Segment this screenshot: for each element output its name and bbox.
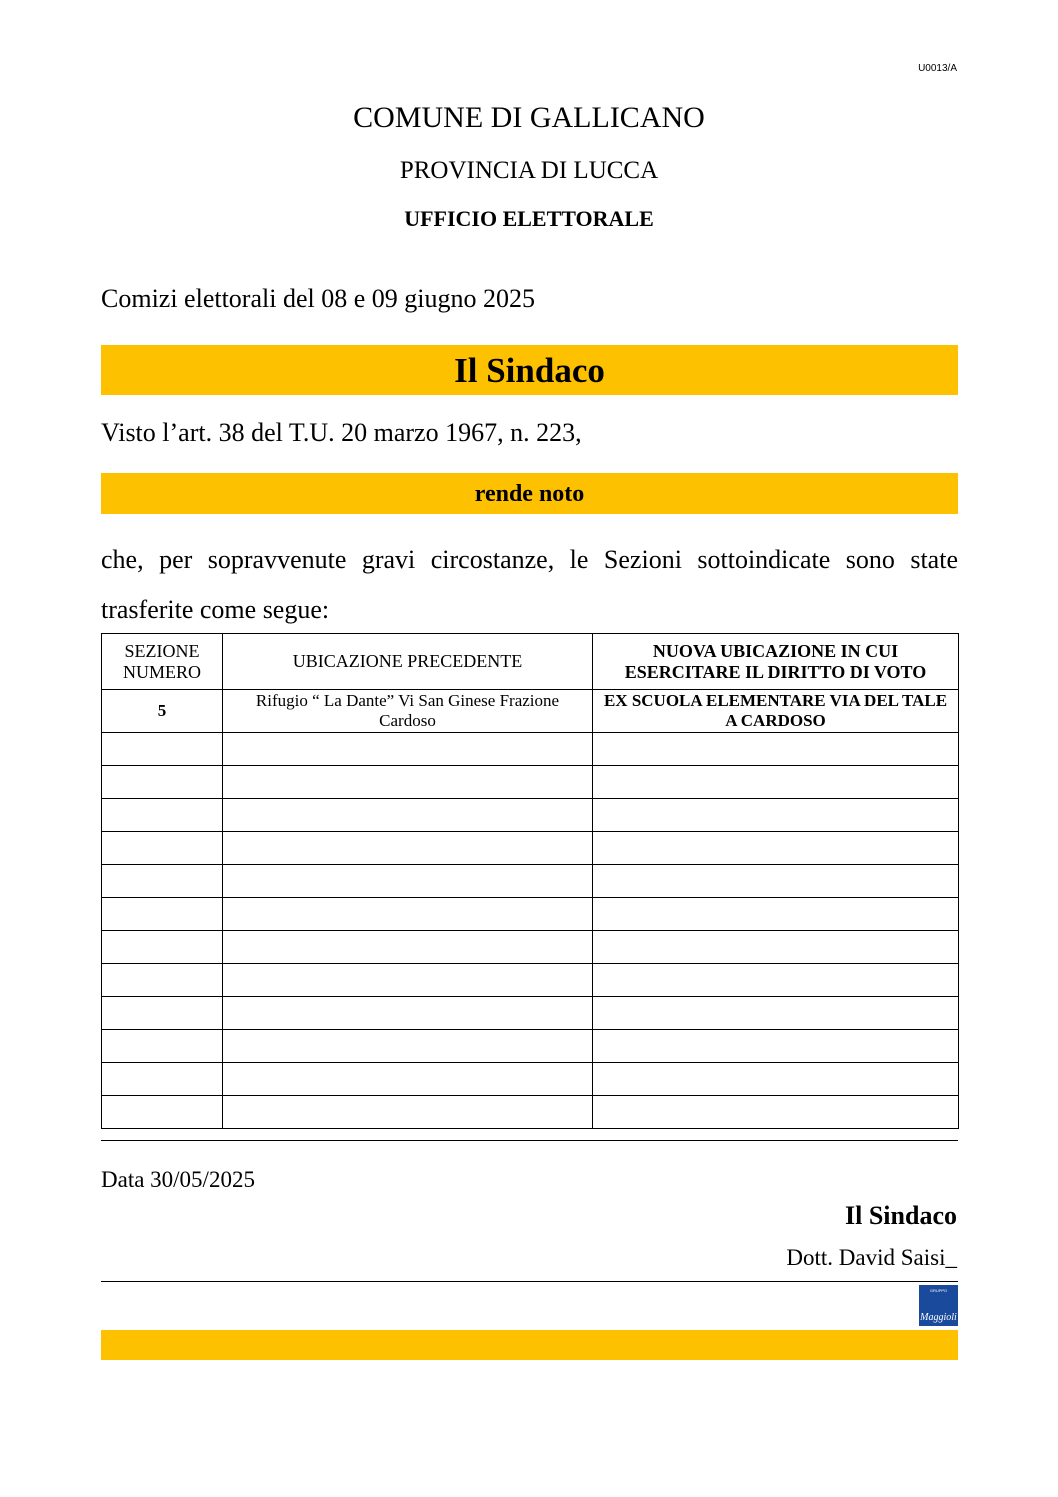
empty-cell — [223, 898, 593, 931]
mayor-title-band: Il Sindaco — [101, 345, 958, 395]
cell-precedente: Rifugio “ La Dante” Vi San Ginese Frazione Cardoso — [223, 690, 593, 733]
legal-reference: Visto l’art. 38 del T.U. 20 marzo 1967, n. 223, — [101, 418, 582, 447]
maggioli-logo — [919, 1285, 958, 1326]
election-dates: Comizi elettorali del 08 e 09 giugno 2025 — [101, 284, 535, 313]
empty-cell — [223, 766, 593, 799]
empty-cell — [223, 1096, 593, 1129]
empty-cell — [223, 1063, 593, 1096]
empty-cell — [593, 799, 959, 832]
empty-cell — [593, 865, 959, 898]
logo-top-text: GRUPPO — [929, 1288, 948, 1293]
rende-noto-band: rende noto — [101, 473, 958, 514]
empty-cell — [593, 931, 959, 964]
empty-cell — [223, 865, 593, 898]
table-row-empty — [102, 931, 959, 964]
table-row-empty — [102, 1063, 959, 1096]
table-row-empty — [102, 733, 959, 766]
table-row — [102, 690, 959, 733]
footer-band — [101, 1330, 958, 1360]
table-row-empty — [102, 799, 959, 832]
empty-cell — [593, 997, 959, 1030]
empty-cell — [223, 964, 593, 997]
empty-cell — [102, 1063, 223, 1096]
office-title: UFFICIO ELETTORALE — [404, 206, 654, 231]
signature-name: Dott. David Saisi_ — [786, 1245, 957, 1270]
empty-cell — [593, 898, 959, 931]
header-nuova: NUOVA UBICAZIONE IN CUI ESERCITARE IL DIRITTO DI VOTO — [593, 634, 959, 690]
header-precedente: UBICAZIONE PRECEDENTE — [223, 634, 593, 690]
empty-cell — [593, 1063, 959, 1096]
empty-cell — [102, 898, 223, 931]
empty-cell — [102, 733, 223, 766]
empty-cell — [102, 964, 223, 997]
empty-cell — [593, 832, 959, 865]
empty-cell — [223, 733, 593, 766]
table-row-empty — [102, 865, 959, 898]
document-code: U0013/A — [918, 63, 957, 74]
empty-cell — [102, 799, 223, 832]
empty-cell — [593, 964, 959, 997]
empty-cell — [102, 931, 223, 964]
empty-cell — [102, 766, 223, 799]
sections-table — [101, 633, 959, 1129]
municipality-title: COMUNE DI GALLICANO — [353, 101, 705, 134]
empty-cell — [102, 1030, 223, 1063]
empty-cell — [223, 997, 593, 1030]
empty-cell — [223, 1030, 593, 1063]
empty-cell — [102, 865, 223, 898]
table-row-empty — [102, 1096, 959, 1129]
cell-sezione: 5 — [102, 690, 223, 733]
signature-title: Il Sindaco — [845, 1201, 957, 1230]
empty-cell — [593, 733, 959, 766]
logo-bottom-text: Maggioli — [920, 1312, 957, 1323]
empty-cell — [593, 1096, 959, 1129]
header-sezione: SEZIONE NUMERO — [102, 634, 223, 690]
table-row-empty — [102, 997, 959, 1030]
divider — [101, 1140, 958, 1141]
table-header-row — [102, 634, 959, 690]
province-title: PROVINCIA DI LUCCA — [399, 157, 659, 184]
table-row-empty — [102, 898, 959, 931]
empty-cell — [102, 1096, 223, 1129]
divider — [101, 1281, 958, 1282]
empty-cell — [102, 997, 223, 1030]
table-row-empty — [102, 766, 959, 799]
empty-cell — [593, 766, 959, 799]
table-row-empty — [102, 832, 959, 865]
table-row-empty — [102, 964, 959, 997]
empty-cell — [223, 799, 593, 832]
empty-cell — [593, 1030, 959, 1063]
document-date: Data 30/05/2025 — [101, 1167, 255, 1192]
empty-cell — [223, 931, 593, 964]
empty-cell — [223, 832, 593, 865]
table-row-empty — [102, 1030, 959, 1063]
notice-paragraph: che, per sopravvenute gravi circostanze, le Sezioni sottoindicate sono state trasferite come segue: — [101, 545, 958, 624]
empty-cell — [102, 832, 223, 865]
cell-nuova: EX SCUOLA ELEMENTARE VIA DEL TALE A CARDOSO — [593, 690, 959, 733]
